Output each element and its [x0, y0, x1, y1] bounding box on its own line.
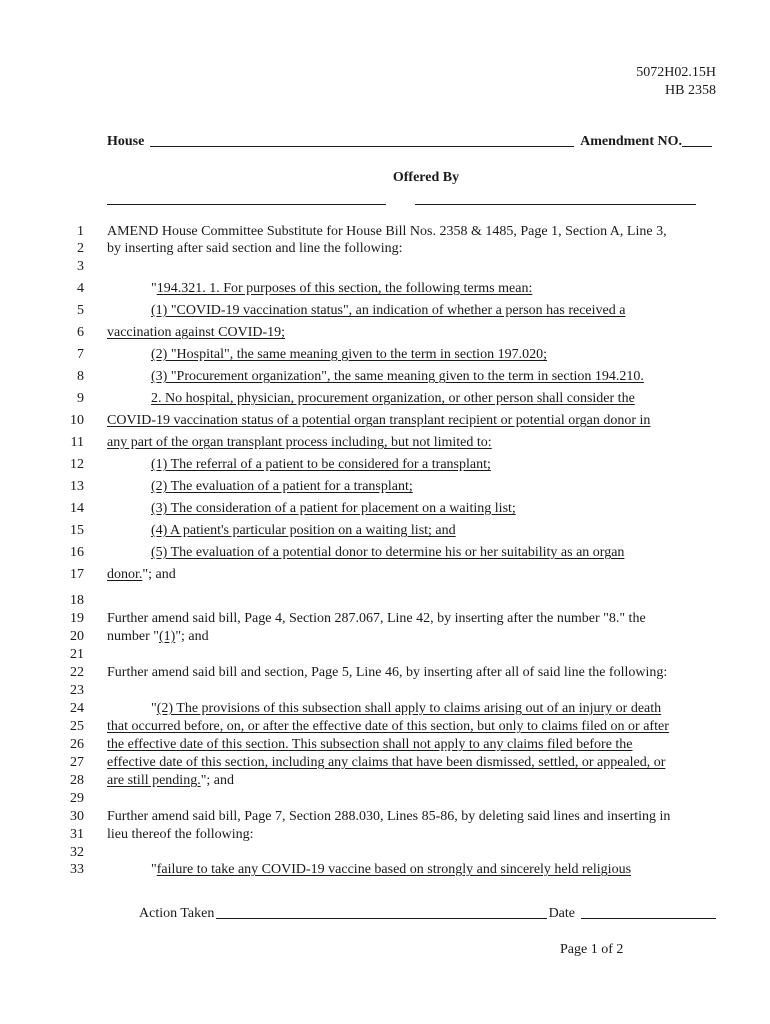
amendment-line-text — [107, 737, 633, 753]
inserted-text: donor. — [107, 567, 143, 582]
amendment-line-text — [151, 347, 547, 363]
amendment-line-text — [107, 809, 670, 825]
bill-number: HB 2358 — [665, 83, 716, 98]
amendment-label: Amendment NO. — [580, 134, 682, 149]
line-number: 19 — [70, 611, 84, 626]
line-number: 13 — [70, 479, 84, 494]
sponsor-signature-line — [107, 204, 386, 205]
line-number: 1 — [77, 224, 84, 239]
inserted-text: vaccination against COVID-19; — [107, 325, 286, 340]
inserted-text: failure to take any COVID-19 vaccine based on strongly and sincerely held religious — [156, 862, 632, 877]
line-number: 27 — [70, 755, 84, 770]
line-number: 3 — [77, 259, 84, 274]
inserted-text: (1) "COVID-19 vaccination status", an indication of whether a person has received a — [151, 303, 626, 318]
line-number: 25 — [70, 719, 84, 734]
line-number: 12 — [70, 457, 84, 472]
amendment-line-text — [107, 629, 209, 645]
line-text: lieu thereof the following: — [107, 827, 254, 842]
line-number: 8 — [77, 369, 84, 384]
inserted-text: that occurred before, on, or after the effective date of this section, but only to claims filed on or after — [107, 719, 669, 734]
line-number: 31 — [70, 827, 84, 842]
action-taken-blank — [216, 918, 546, 919]
amendment-line-text — [107, 241, 402, 257]
line-number: 28 — [70, 773, 84, 788]
line-number: 22 — [70, 665, 84, 680]
line-text: " — [151, 862, 157, 877]
line-number: 15 — [70, 523, 84, 538]
line-text: "; and — [200, 773, 235, 788]
inserted-text: 2. No hospital, physician, procurement organization, or other person shall consider the — [151, 391, 635, 406]
amendment-number-blank — [682, 146, 712, 147]
amendment-line-text — [107, 413, 650, 429]
document-code — [636, 64, 716, 100]
line-text: " — [151, 701, 157, 716]
amendment-line-text — [151, 391, 635, 407]
line-number: 2 — [77, 241, 84, 256]
offered-by-label: Offered By — [392, 170, 460, 185]
doc-code: 5072H02.15H — [636, 65, 716, 80]
line-number: 26 — [70, 737, 84, 752]
line-text: "; and — [142, 567, 176, 582]
line-text: "; and — [175, 629, 209, 644]
amendment-line-text — [107, 755, 665, 771]
inserted-text: (1) — [158, 629, 176, 644]
amendment-line-text — [107, 567, 176, 583]
line-text: " — [151, 281, 157, 296]
line-text: by inserting after said section and line the following: — [107, 241, 403, 256]
amendment-line-text — [151, 479, 413, 495]
line-text: AMEND House Committee Substitute for House Bill Nos. 2358 & 1485, Page 1, Section A, Line 3, — [107, 224, 667, 239]
inserted-text: (3) "Procurement organization", the same meaning given to the term in section 194.210. — [151, 369, 644, 384]
inserted-text: (2) "Hospital", the same meaning given to the term in section 197.020; — [151, 347, 547, 362]
line-number: 24 — [70, 701, 84, 716]
inserted-text: COVID-19 vaccination status of a potential organ transplant recipient or potential organ donor in — [107, 413, 651, 428]
line-text: Further amend said bill, Page 7, Section 288.030, Lines 85-86, by deleting said lines and inserting in — [107, 809, 671, 824]
amendment-line-text — [151, 501, 516, 517]
date-blank — [581, 918, 716, 919]
amendment-line-text — [107, 773, 234, 789]
page-number: Page 1 of 2 — [560, 942, 624, 957]
amendment-line-text — [107, 611, 646, 627]
amendment-line-text — [107, 719, 669, 735]
inserted-text: are still pending. — [107, 773, 201, 788]
amendment-line-text — [151, 701, 661, 717]
inserted-text: any part of the organ transplant process including, but not limited to: — [107, 435, 492, 450]
amendment-line-text — [151, 523, 456, 539]
line-number: 11 — [70, 435, 84, 450]
date-label: Date — [548, 906, 575, 921]
line-number: 14 — [70, 501, 84, 516]
amendment-line-text — [151, 545, 624, 561]
house-amendment-header — [107, 134, 712, 150]
line-text: Further amend said bill, Page 4, Section 287.067, Line 42, by inserting after the number "8." the — [107, 611, 646, 626]
line-number: 9 — [77, 391, 84, 406]
line-number: 21 — [70, 647, 84, 662]
line-number: 16 — [70, 545, 84, 560]
line-number: 32 — [70, 845, 84, 860]
line-number: 7 — [77, 347, 84, 362]
inserted-text: effective date of this section, including any claims that have been dismissed, settled, or appealed, or — [107, 755, 666, 770]
amendment-line-text — [151, 369, 644, 385]
amendment-line-text — [107, 665, 667, 681]
line-number: 17 — [70, 567, 84, 582]
line-number: 10 — [70, 413, 84, 428]
line-number: 23 — [70, 683, 84, 698]
inserted-text: 194.321. 1. For purposes of this section, the following terms mean: — [156, 281, 533, 296]
line-number: 18 — [70, 593, 84, 608]
house-blank-line — [150, 146, 574, 147]
inserted-text: (1) The referral of a patient to be considered for a transplant; — [151, 457, 491, 472]
amendment-line-text — [107, 224, 667, 240]
line-number: 29 — [70, 791, 84, 806]
line-number: 20 — [70, 629, 84, 644]
action-taken-row — [139, 906, 716, 922]
amendment-line-text — [151, 862, 631, 878]
line-text: Further amend said bill and section, Page 5, Line 46, by inserting after all of said line the following: — [107, 665, 668, 680]
inserted-text: (2) The evaluation of a patient for a transplant; — [151, 479, 413, 494]
line-text: number " — [107, 629, 159, 644]
amendment-line-text — [107, 435, 492, 451]
sponsor-district-line — [415, 204, 696, 205]
inserted-text: (3) The consideration of a patient for placement on a waiting list; — [151, 501, 516, 516]
inserted-text: (5) The evaluation of a potential donor to determine his or her suitability as an organ — [151, 545, 625, 560]
line-number: 5 — [77, 303, 84, 318]
inserted-text: (4) A patient's particular position on a waiting list; and — [151, 523, 456, 538]
inserted-text: the effective date of this section. This subsection shall not apply to any claims filed before the — [107, 737, 633, 752]
line-number: 30 — [70, 809, 84, 824]
inserted-text: (2) The provisions of this subsection shall apply to claims arising out of an injury or death — [156, 701, 662, 716]
line-number: 33 — [70, 862, 84, 877]
line-number: 6 — [77, 325, 84, 340]
line-number: 4 — [77, 281, 84, 296]
amendment-line-text — [151, 281, 532, 297]
amendment-line-text — [107, 325, 285, 341]
amendment-line-text — [107, 827, 254, 843]
house-label: House — [107, 134, 145, 149]
amendment-line-text — [151, 457, 491, 473]
amendment-line-text — [151, 303, 625, 319]
action-taken-label: Action Taken — [139, 906, 215, 921]
